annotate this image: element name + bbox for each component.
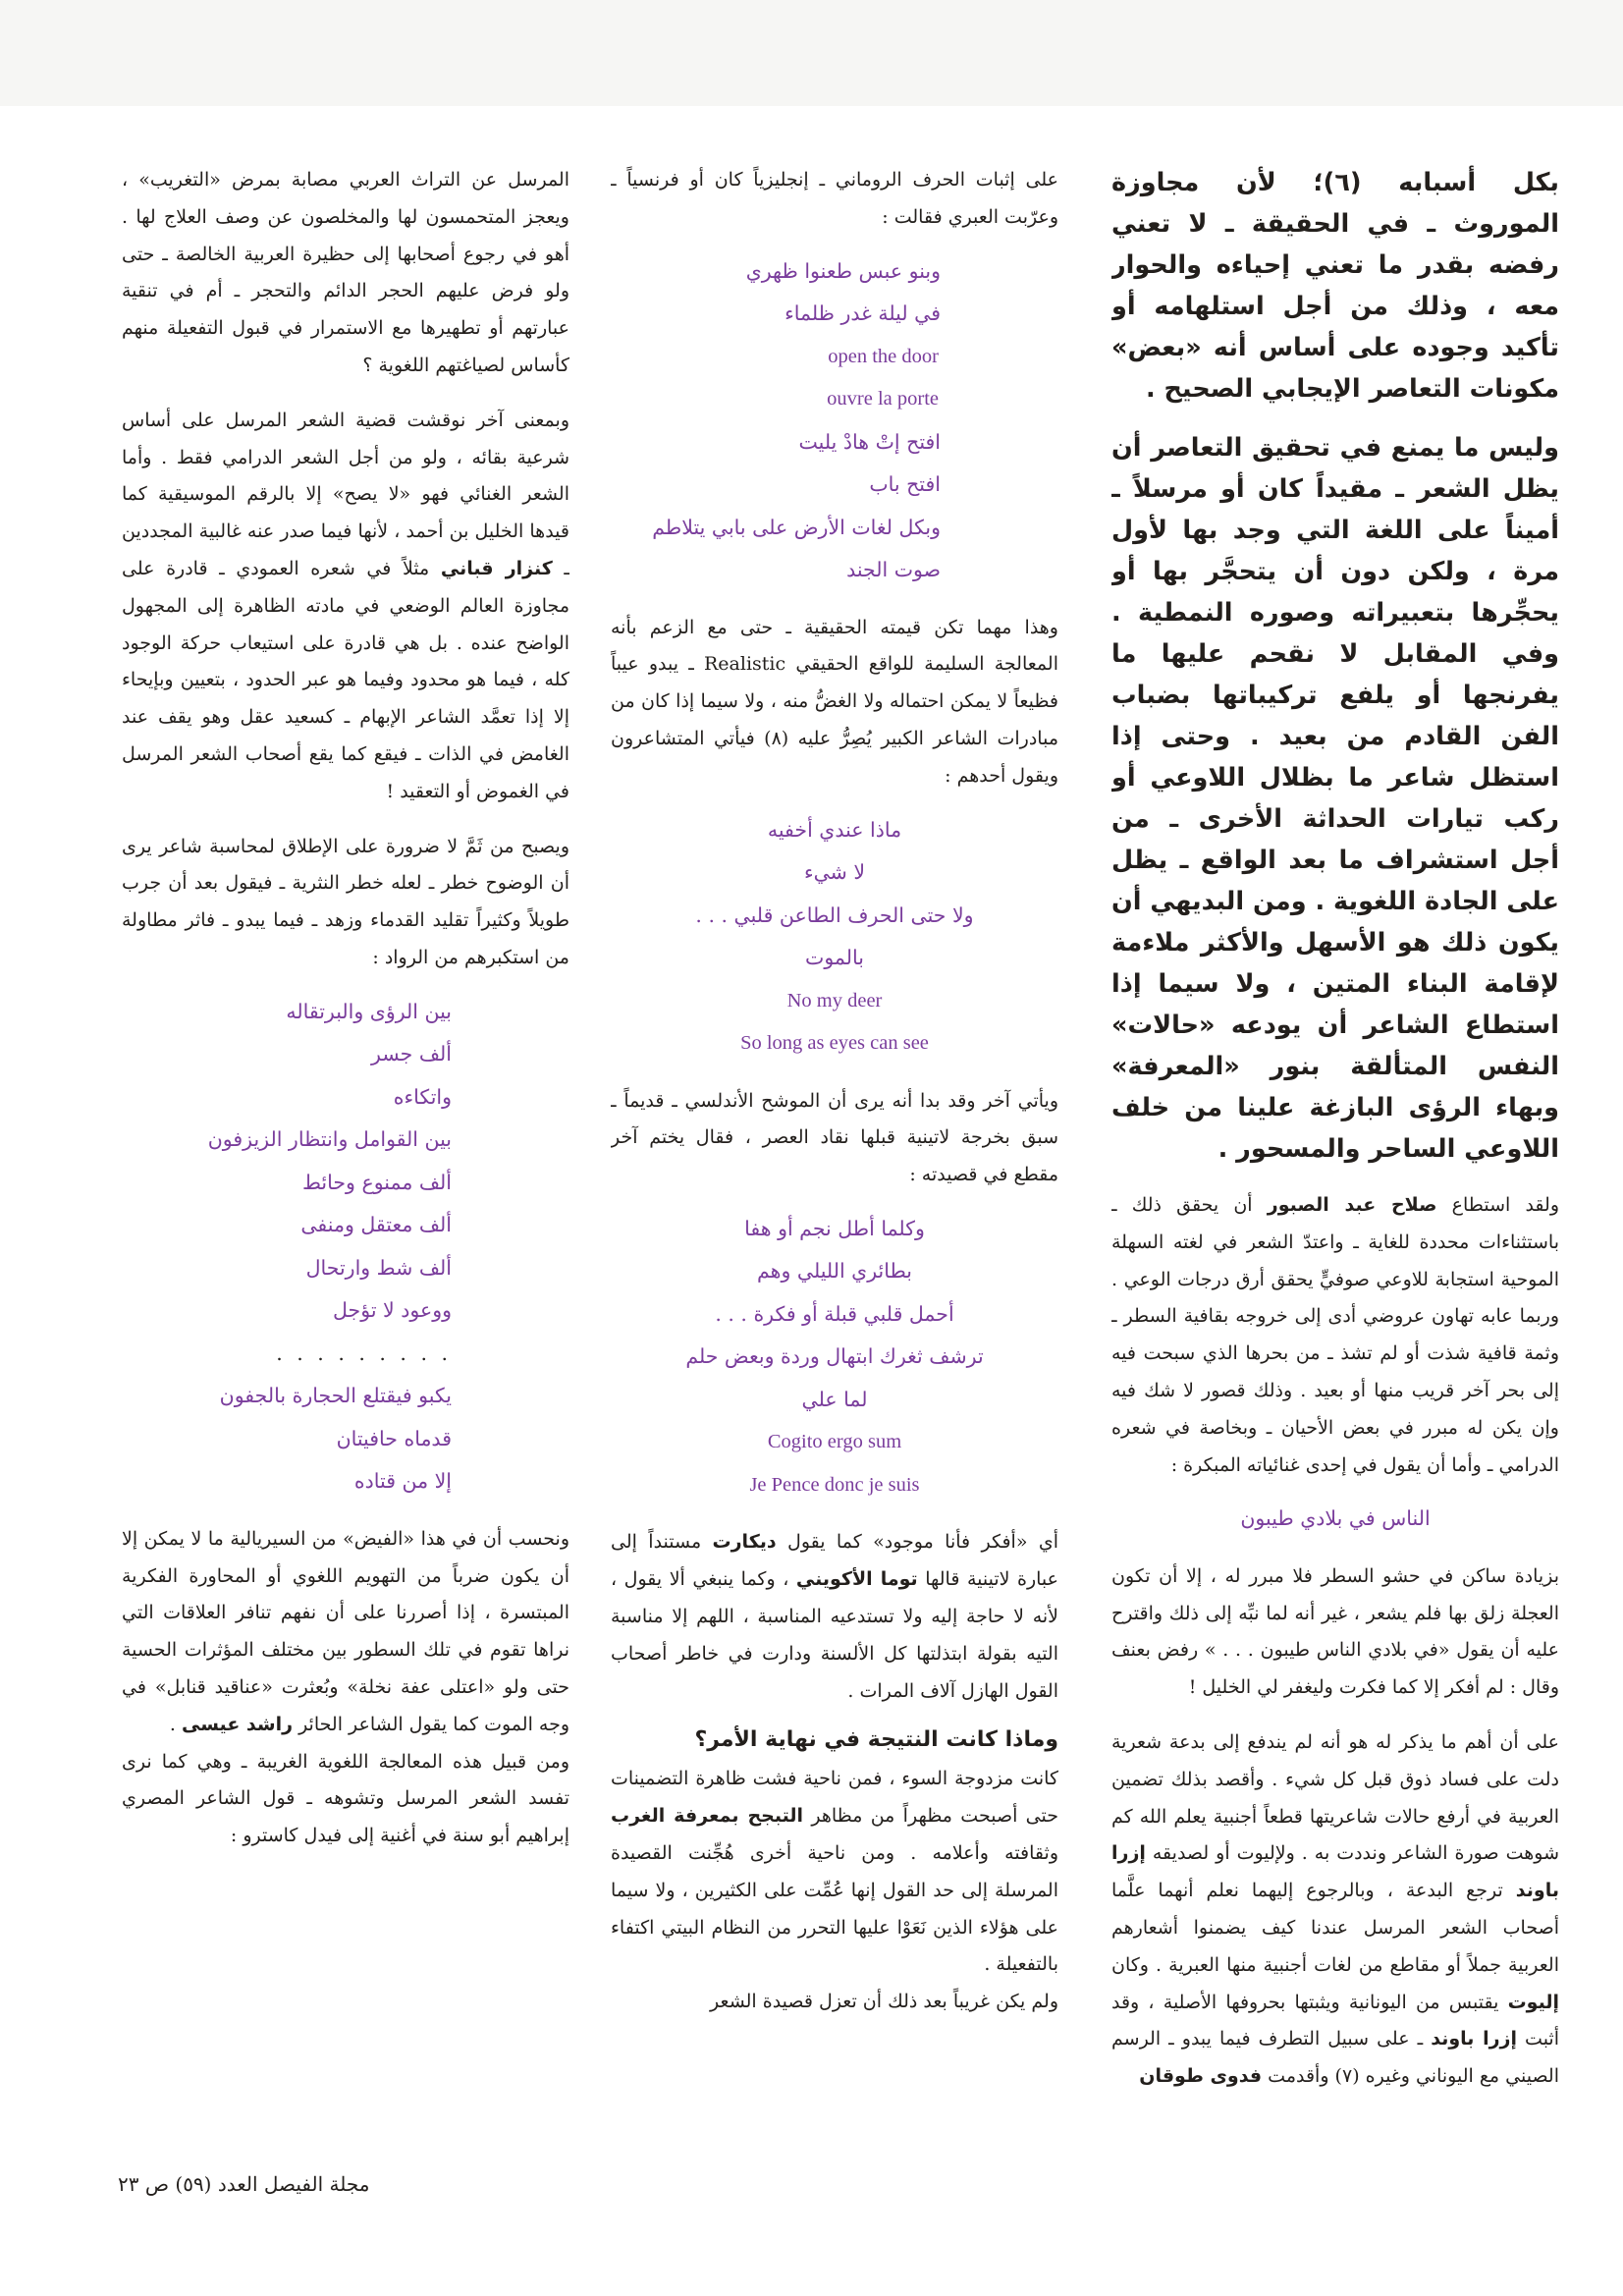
paragraph-qabbani [122, 403, 569, 811]
verse-line: بين الرؤى والبرتقاله [286, 999, 452, 1023]
verse-line: لما علي [801, 1387, 868, 1411]
column-middle [611, 162, 1058, 2116]
name-descartes: ديكارت [712, 1531, 777, 1554]
text-segment: وثقافته وأعلامه . ومن ناحية أخرى هُجِّنت القصيدة المرسلة إلى حد القول إنها عُمِّت على الكثيرين ، ولا سيما على هؤلاء الذين نَعَوْا عليها التحرر من النظام البيتي اكتفاء بالتفعيلة . [611, 1842, 1058, 1976]
poet-name-rashid: راشد عيسى [182, 1713, 294, 1735]
text-segment: ونحسب أن في هذا «الفيض» من السيريالية ما لا يمكن إلا أن يكون ضرباً من التهويم اللغوي أو المحاورة الفكرية المبتسرة ، إذا أصررنا على أن نفهم تنافر العلاقات التي نراها تقوم في تلك السطور بين مختلف المؤثرات الحسية حتى ولو «اعتلى عفة نخلة» وبُعثرت «عناقيد قنابل» في وجه الموت كما يقول الشاعر الحائر [122, 1527, 569, 1735]
verse-line: . . . . . . . . . [276, 1340, 452, 1365]
name-aquinas: توما الأكويني [795, 1568, 918, 1591]
column-left [122, 162, 569, 2116]
paragraph-body: ومن قبيل هذه المعالجة اللغوية الغريبة ـ وهي كما نرى تفسد الشعر المرسل وتشوهه ـ قول الشاعر المصري إبراهيم أبو سنة في أغنية إلى فيدل كاسترو : [122, 1750, 569, 1847]
paragraph-result [611, 1761, 1058, 1984]
verse-line: ألف جسر [371, 1042, 452, 1066]
verse-line: Je Pence donc je suis [749, 1473, 920, 1496]
text-segment: . [169, 1713, 176, 1735]
phrase-showoff: التبجح بمعرفة الغرب [611, 1805, 804, 1828]
paragraph-bold-2: وليس ما يمنع في تحقيق التعاصر أن يظل الشعر ـ مقيداً كان أو مرسلاً ـ أميناً على اللغة التي وجد بها لأول مرة ، ولكن دون أن يتحجَّر بها أو يحجِّرها بتعبيراته وصوره النمطية . وفي المقابل لا نقحم عليها ما يفرنجها أو يلفع تركيباتها بضباب الفن القادم من بعيد . وحتى إذا استظل شاعر ما بظلال اللاوعي أو ركب تيارات الحداثة الأخرى ـ من أجل استشراف ما بعد الواقع ـ يظل على الجادة اللغوية . ومن البديهي أن يكون ذلك هو الأسهل والأكثر ملاءمة لإقامة البناء المتين ، ولا سيما إذا استطاع الشاعر أن يودعه «حالات» النفس المتألقة بنور «المعرفة» وبهاء الرؤى البازغة علينا من خلف اللاوعي الساحر والمسحور . [1111, 433, 1559, 1164]
verse-line: ألف معتقل ومنفى [300, 1213, 452, 1237]
verse-line: ماذا عندي أخفيه [767, 817, 902, 842]
paragraph-eliot [1111, 1724, 1559, 2096]
verse-line: وكلما أطل نجم أو هفا [744, 1216, 925, 1240]
paragraph-body: ويأتي آخر وقد بدا أنه يرى أن الموشح الأندلسي ـ قديماً ـ سبق بخرجة لاتينية قبلها نقاد العصر ، فقال يختم آخر مقطع في قصيدته : [611, 1089, 1058, 1186]
section-heading: وماذا كانت النتيجة في نهاية الأمر؟ [694, 1727, 1058, 1753]
column-right [1111, 162, 1559, 2116]
verse-line: يكبو فيقتلع الحجارة بالجفون [219, 1384, 452, 1408]
page-footer: مجلة الفيصل العدد (٥٩) ص ٢٣ [118, 2172, 370, 2196]
text-segment: كانت مزدوجة السوء ، فمن ناحية فشت ظاهرة التضمينات حتى أصبحت مظهراً من مظاهر [611, 1768, 1058, 1828]
verse-line: افتح إتْ هادْ يليت [798, 429, 941, 454]
poet-name-qabbani: كنزار قباني [440, 557, 553, 579]
verse-line: No my deer [786, 989, 883, 1011]
verse-line: ouvre la porte [827, 388, 939, 410]
text-segment: مثلاً في شعره العمودي ـ قادرة على مجاوزة العالم الوضعي في مادته الظاهرة إلى المجهول الواضح عنده . بل هي قادرة على استيعاب حركة الوجود كله ، فيما هو محدود وفيما هو عبر الحدود ، بتعيين وبإيحاء إلا إذا تعمَّد الشاعر الإبهام ـ كسعيد عقل وهو يقف عند الغامض في الذات ـ فيقع كما يقع أصحاب الشعر المرسل في الغموض أو التعقيد ! [122, 557, 569, 802]
verse-line: بالموت [805, 946, 864, 970]
text-segment: ترجع البدعة ، وبالرجوع إليهما نعلم أنهما علَّما أصحاب الشعر المرسل عندنا كيف يضمنوا أشعارهم العربية جملاً أو مقاطع من لغات أجنبية منها العبرية . وكان [1111, 1880, 1559, 1976]
verse-line: وبنو عبس طعنوا ظهري [745, 258, 941, 283]
verse-line: Cogito ergo sum [767, 1431, 902, 1453]
text-segment: يقتبس من اليونانية ويثبتها بحروفها الأصلية ، وقد أثبت [1111, 1991, 1559, 2050]
verse-line: ترشف ثغرك ابتهال وردة وبعض حلم [685, 1344, 984, 1369]
poet-name-salah: صلاح عبد الصبور [1267, 1194, 1437, 1216]
verse-line: الناس في بلادي طيبون [1240, 1506, 1431, 1531]
verse-line: قدماه حافيتان [336, 1426, 452, 1450]
verse-line: صوت الجند [846, 558, 941, 582]
paragraph-rashid [122, 1521, 569, 1744]
verse-line: لا شيء [803, 860, 866, 885]
verse-block-3 [611, 1208, 1058, 1507]
verse-line: So long as eyes can see [740, 1032, 929, 1055]
verse-line: إلا من قتاده [353, 1469, 452, 1494]
paragraph-bold-1: بكل أسبابه (٦)؛ لأن مجاوزة الموروث ـ في الحقيقة ـ لا تعني رفضه بقدر ما تعني إحياءه والحوار معه ، وذلك من أجل استلهامه أو تأكيد وجوده على أساس أنه «بعض» مكونات التعاصر الإيجابي الصحيح . [1111, 168, 1559, 404]
text-segment: أي «أفكر فأنا موجود» كما يقول [787, 1531, 1058, 1554]
text-segment: وبمعنى آخر نوقشت قضية الشعر المرسل على أساس شرعية بقائه ، ولو من أجل الشعر الدرامي فقط . وأما الشعر الغنائي فهو «لا يصح» إلا بالرقم الموسيقية كما قيدها الخليل بن أحمد ، لأنها فيما صدر عنه غالبية المجددين ـ [122, 409, 569, 579]
poet-name-pound-2: إزرا باوند [1431, 2028, 1517, 2050]
text-segment: ـ على سبيل التطرف فيما يبدو ـ الرسم الصيني مع اليوناني وغيره (٧) وأقدمت [1111, 2028, 1559, 2088]
paragraph-body: المرسل عن التراث العربي مصابة بمرض «التغريب» ، ويعجز المتحمسون لها والمخلصون عن وصف العلاج لها . أهو في رجوع أصحابها إلى حظيرة العربية الخالصة ـ حتى ولو فرض عليهم الحجر الدائم والتحجر ـ أم في تنقية عبارتهم أو تطهيرها مع الاستمرار في قبول التفعيلة منهم كأساس لصياغتهم اللغوية ؟ [122, 169, 569, 376]
magazine-page [116, 162, 1559, 2136]
text-segment: على أن أهم ما يذكر له هو أنه لم يندفع إلى بدعة شعرية دلت على فساد ذوق قبل كل شيء . وأقصد بذلك تضمين العربية في أرفع حالات شاعريتها قطعاً أجنبية يعلم الله كم شوهت صورة الشاعر ونددت به . ولإليوت أو لصديقه [1111, 1731, 1559, 1865]
verse-line: ووعود لا تؤجل [333, 1298, 452, 1323]
verse-block-1 [611, 250, 1058, 592]
paragraph-body: بزيادة ساكن في حشو السطر فلا مبرر له ، إلا أن تكون العجلة زلق بها فلم يشعر ، غير أنه لما نبِّه إلى ذلك واقترح عليه أن يقول «في بلادي الناس طيبون . . . » رفض بعنف وقال : لم أفكر إلا كما فكرت وليغفر لي الخليل ! [1111, 1564, 1559, 1699]
verse-line: واتكاءه [393, 1084, 452, 1109]
verse-block-2 [611, 809, 1058, 1066]
poet-name-pound: إزرا باوند [1111, 1842, 1559, 1902]
paragraph-salah [1111, 1187, 1559, 1484]
text-segment: مستنداً إلى عبارة لاتينية قالها [611, 1531, 1058, 1591]
paragraph-body: ويصبح من ثَمَّ لا ضرورة على الإطلاق لمحاسبة شاعر يرى أن الوضوح خطر ـ لعله خطر النثرية ـ فيقول بعد أن جرب طويلاً وكثيراً تقليد القدماء وزهد ـ فيما يبدو ـ فاثر مطاولة من استكبرهم من الرواد : [122, 835, 569, 968]
verse-line: open the door [828, 345, 939, 367]
paragraph-body: وهذا مهما تكن قيمته الحقيقية ـ حتى مع الزعم بأنه المعالجة السليمة للواقع الحقيقي Realistic ـ يبدو عيباً فظيعاً لا يمكن احتماله ولا الغضُّ منه ، ولا سيما إذا كان من مبادرات الشاعر الكبير يُصِرُّ عليه (٨) فيأتي المتشاعرون ويقول أحدهم : [611, 616, 1058, 787]
verse-line: ألف ممنوع وحائط [301, 1170, 452, 1194]
text-segment: ، وكما ينبغي ألا يقول ، لأنه لا حاجة إليه ولا تستدعيه المناسبة ، اللهم إلا مناسبة التيه بقولة ابتذلتها كل الألسنة ودارت في خاطر أصحاب القول الهازل آلاف المرات . [611, 1568, 1058, 1702]
verse-line: ألف شط وارتحال [305, 1255, 452, 1280]
poet-name-tuqan: فدوى طوقان [1139, 2065, 1263, 2088]
poet-name-eliot: إليوت [1507, 1991, 1559, 2013]
verse-line: في ليلة غدر ظلماء [784, 301, 941, 326]
verse-line: أحمل قلبي قبلة أو فكرة . . . [715, 1301, 954, 1326]
paragraph-body: على إثبات الحرف الروماني ـ إنجليزياً كان أو فرنسياً ـ وعرّبت العبري فقالت : [611, 169, 1058, 228]
verse-block [1111, 1498, 1559, 1541]
text-segment: أن يحقق ذلك ـ باستثناءات محددة للغاية ـ واعتدّ الشعر في لغته السهلة الموحية استجابة للاوعي صوفيٍّ يحقق أرق درجات الوعي . وربما عابه تهاون عروضي أدى إلى خروجه بقافية السطر ـ وثمة قافية شذت أو لم تشذ ـ من بحرها الذي سبحت فيه إلى بحر آخر قريب منها أو بعيد . وذلك قصور لا شك فيه وإن يكن له مبرر في بعض الأحيان ـ وبخاصة في شعره الدرامي ـ وأما أن يقول في إحدى غنائياته المبكرة : [1111, 1194, 1559, 1476]
verse-line: ولا حتى الحرف الطاعن قلبي . . . [695, 902, 974, 927]
verse-block [122, 991, 569, 1503]
verse-line: بطائري الليلي وهم [756, 1259, 912, 1284]
top-band [0, 0, 1623, 106]
verse-line: بين القوامل وانتظار الزيزفون [207, 1127, 452, 1152]
paragraph-descartes [611, 1524, 1058, 1710]
text-segment: ولقد استطاع [1451, 1194, 1559, 1216]
verse-line: وبكل لغات الأرض على بابي يتلاطم [652, 515, 941, 539]
verse-line: افتح باب [869, 472, 941, 497]
paragraph-body: ولم يكن غريباً بعد ذلك أن تعزل قصيدة الشعر [710, 1991, 1058, 2013]
